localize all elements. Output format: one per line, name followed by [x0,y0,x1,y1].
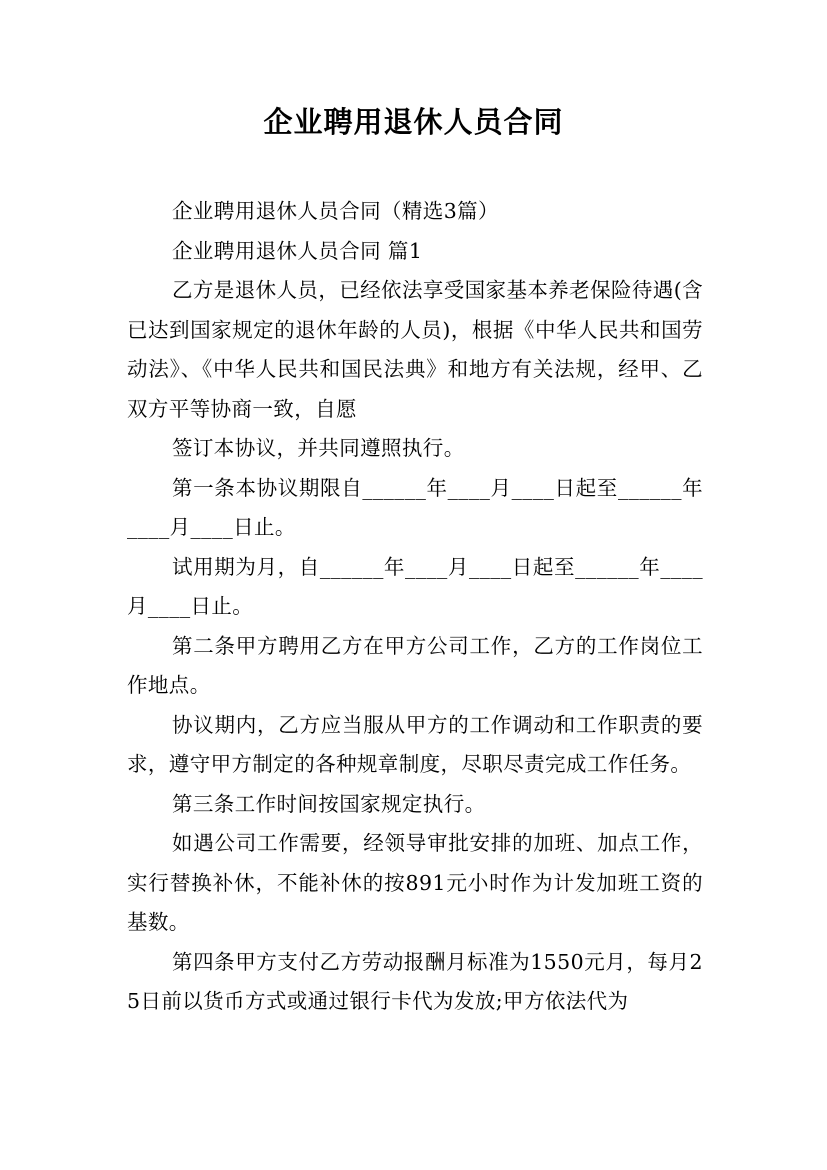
paragraph-preamble: 乙方是退休人员，已经依法享受国家基本养老保险待遇(含已达到国家规定的退休年龄的人员)，根据《中华人民共和国劳动法》、《中华人民共和国民法典》和地方有关法规，经甲、乙双方平等协商一致，自愿 [127,278,703,421]
document-title: 企业聘用退休人员合同 [263,105,564,139]
paragraph-article-4-pay: 第四条甲方支付乙方劳动报酬月标准为1550元月，每月25日前以货币方式或通过银行卡代为发放;甲方依法代为 [127,949,703,1013]
paragraph-overtime: 如遇公司工作需要，经领导审批安排的加班、加点工作，实行替换补休，不能补休的按891元小时作为计发加班工资的基数。 [127,831,703,934]
paragraph-sign-agreement: 签订本协议，并共同遵照执行。 [172,436,465,460]
paragraph-section-heading: 企业聘用退休人员合同 篇1 [172,238,423,263]
document-body [127,192,703,1022]
paragraph-subtitle: 企业聘用退休人员合同（精选3篇） [172,199,499,223]
paragraph-article-2-position: 第二条甲方聘用乙方在甲方公司工作，乙方的工作岗位工作地点。 [127,633,703,697]
paragraph-probation-period: 试用期为月，自______年____月____日起至______年____月____日止。 [127,554,703,618]
paragraph-duties: 协议期内，乙方应当服从甲方的工作调动和工作职责的要求，遵守甲方制定的各种规章制度，尽职尽责完成工作任务。 [127,712,703,776]
paragraph-article-1-term: 第一条本协议期限自______年____月____日起至______年____月____日止。 [127,475,703,539]
paragraph-article-3-hours: 第三条工作时间按国家规定执行。 [172,791,486,816]
